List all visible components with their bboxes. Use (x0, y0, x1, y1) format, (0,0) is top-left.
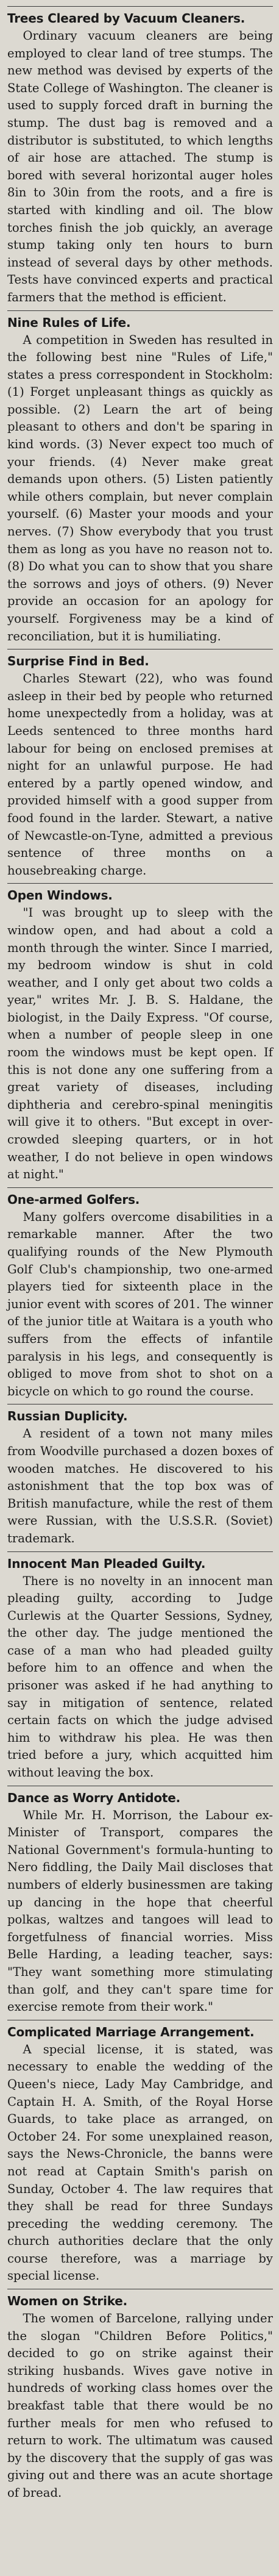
body-dance: While Mr. H. Morrison, the Labour ex-Minister of Transport, compares the National Government's formula-hunting to Nero fiddling, the Daily Mail discloses that numbers of elderly businessmen are taking up dancing in the hope that cheerful polkas, waltzes and tangoes will lead to forgetfulness of financial worries. Miss Belle Harding, a leading teacher, says: "They want something more stimulating than golf, and they can't spare time for exercise remote from their work." (7, 1808, 273, 2014)
body-nine-rules: A competition in Sweden has resulted in the following best nine "Rules of Life," states a press correspondent in Stockholm: (1) Forget unpleasant things as quickly as possible. (2) Learn the art of being pleasant to others and don't be sparing in kind words. (3) Never expect too much of your friends. (4) Never make great demands upon others. (5) Listen patiently while others complain, but never complain yourself. (6) Master your moods and your nerves. (7) Show everybody that you trust them as long as you have no reason not to. (8) Do what you can to show that you share the sorrows and joys of others. (9) Never provide an occasion for an apology for yourself. Forgiveness may be a kind of reconciliation, but it is humiliating. (7, 332, 273, 643)
article-russian (7, 1404, 273, 1547)
body-innocent: There is no novelty in an innocent man pleading guilty, according to Judge Curlewis at the Quarter Sessions, Sydney, the other day. The judge mentioned the case of a man who had pleaded guilty before him to an offence and when the prisoner was asked if he had anything to say in mitigation of sentence, related certain facts on which the judge advised him to withdraw his plea. He was then tried before a jury, which acquitted him without leaving the box. (7, 1573, 273, 1780)
article-vacuum (7, 6, 273, 307)
body-vacuum: Ordinary vacuum cleaners are being employed to clear land of tree stumps. The new method was devised by experts of the State College of Washington. The cleaner is used to supply forced draft in burning the stump. The dust bag is removed and a distributor is substituted, to which lengths of air hose are attached. The stump is bored with several horizontal auger holes 8in to 30in from the roots, and a fire is started with kindling and oil. The blow torches finish the job quickly, an average stump taking only ten hours to burn instead of several days by other methods. Tests have convinced experts and practical farmers that the method is efficient. (7, 29, 273, 304)
headline-russian: Russian Duplicity. (7, 1409, 128, 1424)
headline-innocent: Innocent Man Pleaded Guilty. (7, 1556, 206, 1571)
article-surprise (7, 649, 273, 879)
headline-vacuum: Trees Cleared by Vacuum Cleaners. (7, 11, 245, 26)
body-golfers: Many golfers overcome disabilities in a remarkable manner. After the two qualifying rounds of the New Plymouth Golf Club's championship, two one-armed players tied for sixteenth place in the junior event with scores of 201. The winner of the junior title at Waitara is a youth who suffers from the effects of infantile paralysis in his legs, and consequently is obliged to move from shot to shot on a bicycle on which to go round the course. (7, 1209, 273, 1398)
headline-marriage: Complicated Marriage Arrangement. (7, 2024, 255, 2039)
headline-dance: Dance as Worry Antidote. (7, 1790, 181, 1805)
article-dance (7, 1786, 273, 2016)
headline-golfers: One-armed Golfers. (7, 1192, 140, 1207)
article-marriage (7, 2020, 273, 2285)
article-nine-rules (7, 310, 273, 646)
column-rule (7, 883, 273, 884)
article-golfers (7, 1187, 273, 1401)
column-rule (7, 1551, 273, 1552)
article-strike (7, 2289, 273, 2502)
headline-surprise: Surprise Find in Bed. (7, 654, 149, 669)
body-marriage: A special license, it is stated, was necessary to enable the wedding of the Queen's niece, Lady May Cambridge, and Captain H. A. Smith, of the Royal Horse Guards, to take place as arranged, on October 24. For some unexplained reason, says the News-Chronicle, the banns were not read at Captain Smith's parish on Sunday, October 4. The law requires that they shall be read for three Sundays preceding the wedding ceremony. The church authorities declare that the only course therefore, was a marriage by special license. (7, 2042, 273, 2283)
article-windows (7, 883, 273, 1184)
column-rule (7, 6, 273, 7)
body-russian: A resident of a town not many miles from Woodville purchased a dozen boxes of wooden matches. He discovered to his astonishment that the top box was of British manufacture, while the rest of them were Russian, with the U.S.S.R. (Soviet) trademark. (7, 1426, 273, 1545)
headline-strike: Women on Strike. (7, 2294, 128, 2309)
body-surprise: Charles Stewart (22), who was found asleep in their bed by people who returned home unexpectedly from a holiday, was at Leeds sentenced to three months hard labour for being on enclosed premises at night for an unlawful purpose. He had entered by a partly opened window, and provided himself with a good supper from food found in the larder. Stewart, a native of Newcastle-on-Tyne, admitted a previous sentence of three months on a housebreaking charge. (7, 671, 273, 878)
column-rule (7, 1187, 273, 1188)
column-rule (7, 310, 273, 311)
article-innocent (7, 1551, 273, 1782)
body-strike: The women of Barcelone, rallying under the slogan "Children Before Politics," decided to go on strike against their striking husbands. Wives gave notive in hundreds of working class homes over the breakfast table that there would be no further meals for men who refused to return to work. The ultimatum was caused by the discovery that the supply of gas was giving out and there was an acute shortage of bread. (7, 2311, 273, 2500)
headline-windows: Open Windows. (7, 888, 113, 903)
headline-nine-rules: Nine Rules of Life. (7, 315, 131, 330)
body-windows: "I was brought up to sleep with the window open, and had about a cold a month through the winter. Since I married, my bedroom window is shut in cold weather, and I only get about two colds a year," writes Mr. J. B. S. Haldane, the biologist, in the Daily Express. "Of course, when a number of people sleep in one room the windows must be kept open. If this is not done any one suffering from a great variety of diseases, including diphtheria and cerebro-spinal meningitis will give it to others. "But except in over-crowded sleeping quarters, or in hot weather, I do not believe in open windows at night." (7, 906, 273, 1182)
